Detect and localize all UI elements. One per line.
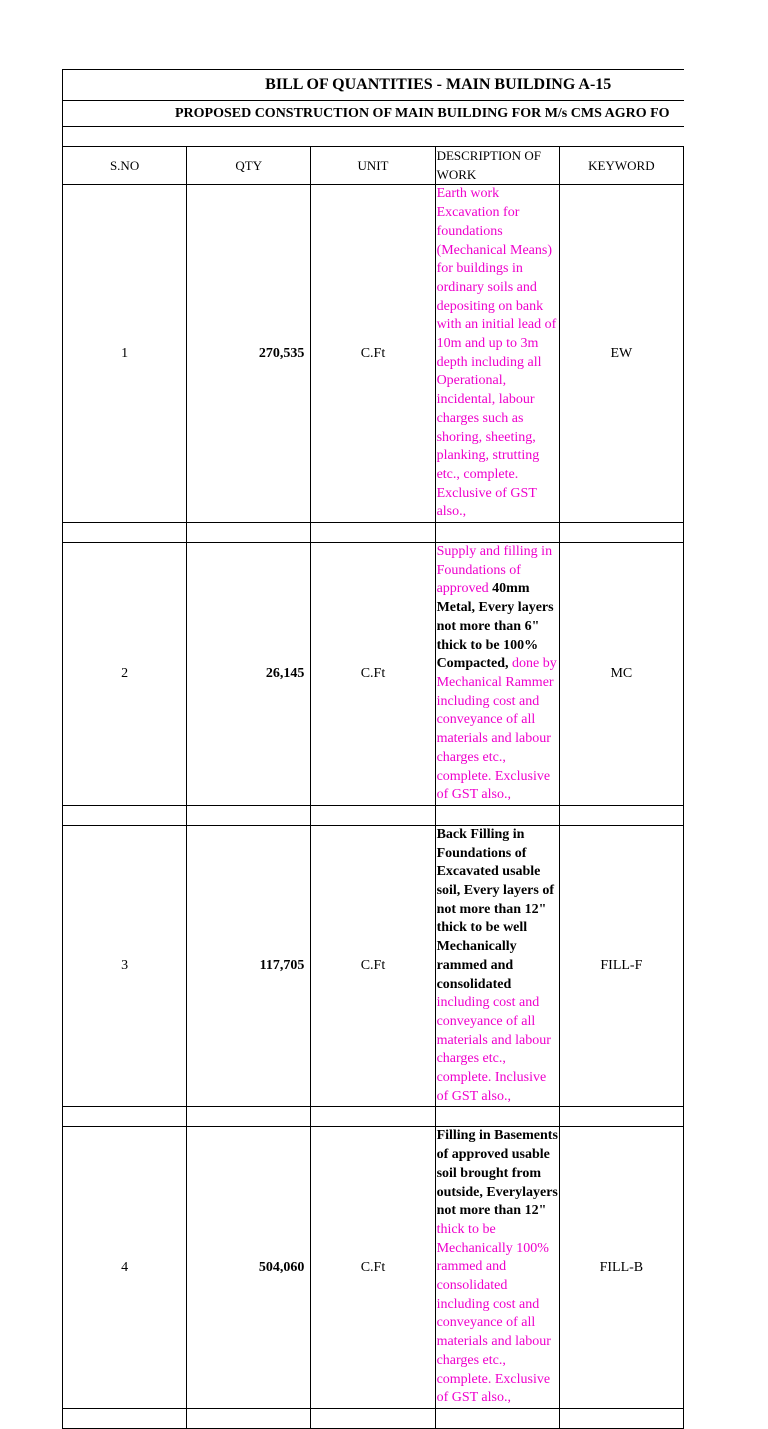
table-row bbox=[63, 1127, 684, 1409]
empty-cell[interactable] bbox=[187, 805, 311, 825]
item-sno[interactable]: 3 bbox=[63, 825, 187, 1107]
empty-cell[interactable] bbox=[435, 523, 559, 543]
spacer-row bbox=[63, 1107, 684, 1127]
title-text: BILL OF QUANTITIES - MAIN BUILDING A-15 bbox=[265, 76, 612, 93]
empty-cell[interactable] bbox=[559, 805, 683, 825]
header-description[interactable]: DESCRIPTION OF WORK bbox=[435, 147, 559, 185]
description-text: including cost and conveyance of all materials and labour charges etc., complete. Inclusive of GST also., bbox=[436, 995, 551, 1104]
item-unit[interactable]: C.Ft bbox=[311, 1127, 435, 1409]
table-row bbox=[63, 185, 684, 523]
empty-cell[interactable] bbox=[63, 1107, 187, 1127]
item-description[interactable] bbox=[435, 1127, 559, 1409]
empty-cell[interactable] bbox=[435, 1409, 559, 1429]
empty-cell[interactable] bbox=[435, 805, 559, 825]
item-keyword[interactable]: FILL-B bbox=[559, 1127, 683, 1409]
item-unit[interactable]: C.Ft bbox=[311, 825, 435, 1107]
item-qty[interactable]: 504,060 bbox=[187, 1127, 311, 1409]
empty-cell[interactable] bbox=[311, 1409, 435, 1429]
header-qty[interactable]: QTY bbox=[187, 147, 311, 185]
description-text: done by Mechanical Rammer including cost and conveyance of all materials and labour charges etc., complete. Exclusive of GST also., bbox=[436, 656, 557, 803]
header-unit[interactable]: UNIT bbox=[311, 147, 435, 185]
boq-table bbox=[62, 69, 684, 1429]
empty-cell[interactable] bbox=[63, 805, 187, 825]
empty-cell[interactable] bbox=[187, 1107, 311, 1127]
empty-cell[interactable] bbox=[187, 1409, 311, 1429]
item-sno[interactable]: 4 bbox=[63, 1127, 187, 1409]
title-row bbox=[63, 70, 684, 101]
item-keyword[interactable]: EW bbox=[559, 185, 683, 523]
description-bold-text: Back Filling in Foundations of Excavated usable soil, Every layers of not more than 12" thick to be well Mechanically rammed and consolidated bbox=[436, 826, 554, 992]
item-keyword[interactable]: MC bbox=[559, 543, 683, 806]
item-unit[interactable]: C.Ft bbox=[311, 543, 435, 806]
spacer-row bbox=[63, 805, 684, 825]
subtitle-text: PROPOSED CONSTRUCTION OF MAIN BUILDING FOR M/s CMS AGRO FO bbox=[174, 105, 670, 121]
item-sno[interactable]: 2 bbox=[63, 543, 187, 806]
empty-cell[interactable] bbox=[311, 805, 435, 825]
document-subtitle[interactable] bbox=[63, 101, 684, 127]
empty-cell[interactable] bbox=[187, 523, 311, 543]
description-text: thick to be Mechanically 100% rammed and consolidated including cost and conveyance of all materials and labour charges etc., complete. Exclusive of GST also., bbox=[436, 1221, 551, 1406]
document-title[interactable] bbox=[63, 70, 684, 101]
header-row bbox=[63, 147, 684, 185]
item-description[interactable] bbox=[435, 825, 559, 1107]
item-unit[interactable]: C.Ft bbox=[311, 185, 435, 523]
subtitle-row bbox=[63, 101, 684, 127]
description-bold-text: 40mm Metal, Every layers not more than 6" thick to be 100% Compacted, bbox=[436, 581, 554, 672]
item-qty[interactable]: 26,145 bbox=[187, 543, 311, 806]
description-bold-text: Filling in Basements of approved usable soil brought from outside, Everylayers not more than 12" bbox=[436, 1128, 558, 1219]
empty-cell[interactable] bbox=[311, 523, 435, 543]
item-description[interactable] bbox=[435, 543, 559, 806]
empty-cell[interactable] bbox=[559, 523, 683, 543]
header-sno[interactable]: S.NO bbox=[63, 147, 187, 185]
item-description[interactable] bbox=[435, 185, 559, 523]
table-row bbox=[63, 543, 684, 806]
item-qty[interactable]: 270,535 bbox=[187, 185, 311, 523]
empty-cell[interactable] bbox=[63, 523, 187, 543]
spacer-row bbox=[63, 1409, 684, 1429]
empty-cell[interactable] bbox=[63, 1409, 187, 1429]
empty-cell[interactable] bbox=[559, 1409, 683, 1429]
table-row bbox=[63, 825, 684, 1107]
description-lead-text: Supply and filling in Foundations of approved bbox=[436, 544, 553, 597]
header-keyword[interactable]: KEYWORD bbox=[559, 147, 683, 185]
blank-row bbox=[63, 127, 684, 147]
spreadsheet bbox=[62, 69, 768, 1406]
item-qty[interactable]: 117,705 bbox=[187, 825, 311, 1107]
blank-cell[interactable] bbox=[63, 127, 684, 147]
empty-cell[interactable] bbox=[559, 1107, 683, 1127]
spacer-row bbox=[63, 523, 684, 543]
empty-cell[interactable] bbox=[435, 1107, 559, 1127]
empty-cell[interactable] bbox=[311, 1107, 435, 1127]
item-keyword[interactable]: FILL-F bbox=[559, 825, 683, 1107]
item-sno[interactable]: 1 bbox=[63, 185, 187, 523]
description-text: Earth work Excavation for foundations (Mechanical Means) for buildings in ordinary soils and depositing on bank with an initial lead of 10m and up to 3m depth including all Operational, incidental, labour charges such as shoring, sheeting, planking, strutting etc., complete. Exclusive of GST also., bbox=[436, 186, 557, 520]
